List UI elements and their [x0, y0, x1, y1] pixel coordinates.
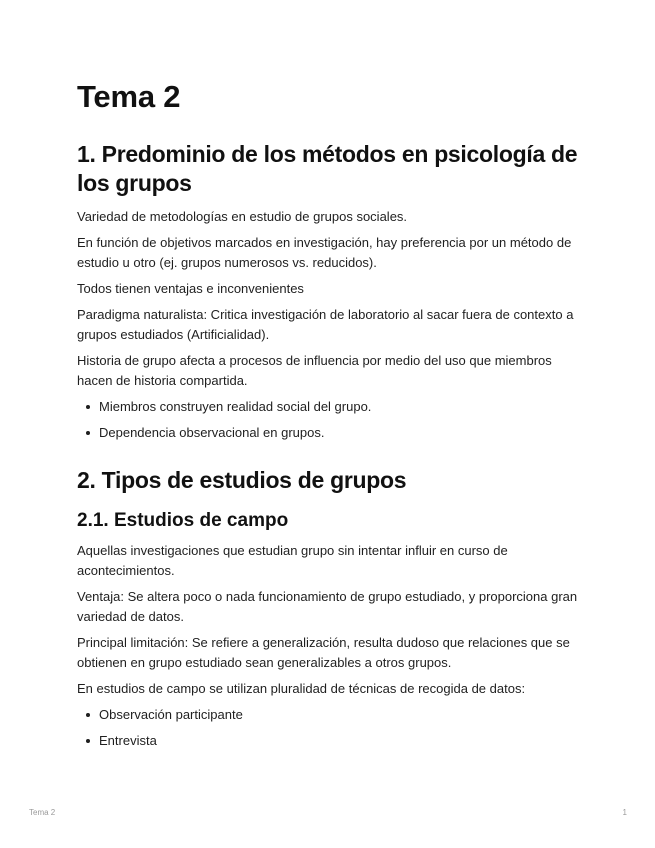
footer-page-number: 1 — [622, 808, 627, 817]
subsection-2-1-paragraph-4: En estudios de campo se utilizan pluralidad de técnicas de recogida de datos: — [77, 681, 526, 696]
section-2-heading: 2. Tipos de estudios de grupos — [77, 467, 407, 493]
section-1-paragraph-4: Paradigma naturalista: Critica investigación de laboratorio al sacar fuera de contexto a grupos estudiados (Artificialidad). — [77, 307, 574, 342]
section-1 — [77, 140, 582, 443]
list-item: Miembros construyen realidad social del grupo. — [99, 397, 582, 417]
section-1-paragraph-3: Todos tienen ventajas e inconvenientes — [77, 281, 304, 296]
section-1-heading: 1. Predominio de los métodos en psicología de los grupos — [77, 141, 578, 196]
subsection-2-1-heading: 2.1. Estudios de campo — [77, 510, 289, 531]
subsection-2-1-paragraph-3: Principal limitación: Se refiere a generalización, resulta dudoso que relaciones que se obtienen en grupo estudiado sean generalizables a otros grupos. — [77, 635, 570, 670]
subsection-2-1-bullet-list — [77, 705, 582, 751]
section-1-bullet-list — [77, 397, 582, 443]
subsection-2-1-paragraph-1: Aquellas investigaciones que estudian grupo sin intentar influir en curso de acontecimientos. — [77, 543, 508, 578]
page-title: Tema 2 — [77, 79, 181, 114]
section-1-paragraph-5: Historia de grupo afecta a procesos de influencia por medio del uso que miembros hacen de historia compartida. — [77, 353, 552, 388]
list-item: Dependencia observacional en grupos. — [99, 423, 582, 443]
section-1-paragraph-2: En función de objetivos marcados en investigación, hay preferencia por un método de estudio u otro (ej. grupos numerosos vs. reducidos). — [77, 235, 572, 270]
document-content — [77, 78, 582, 757]
section-1-paragraph-1: Variedad de metodologías en estudio de grupos sociales. — [77, 209, 408, 224]
subsection-2-1-paragraph-2: Ventaja: Se altera poco o nada funcionamiento de grupo estudiado, y proporciona gran variedad de datos. — [77, 589, 578, 624]
list-item: Entrevista — [99, 731, 582, 751]
section-2 — [77, 466, 582, 751]
footer-document-title: Tema 2 — [29, 808, 56, 817]
list-item: Observación participante — [99, 705, 582, 725]
